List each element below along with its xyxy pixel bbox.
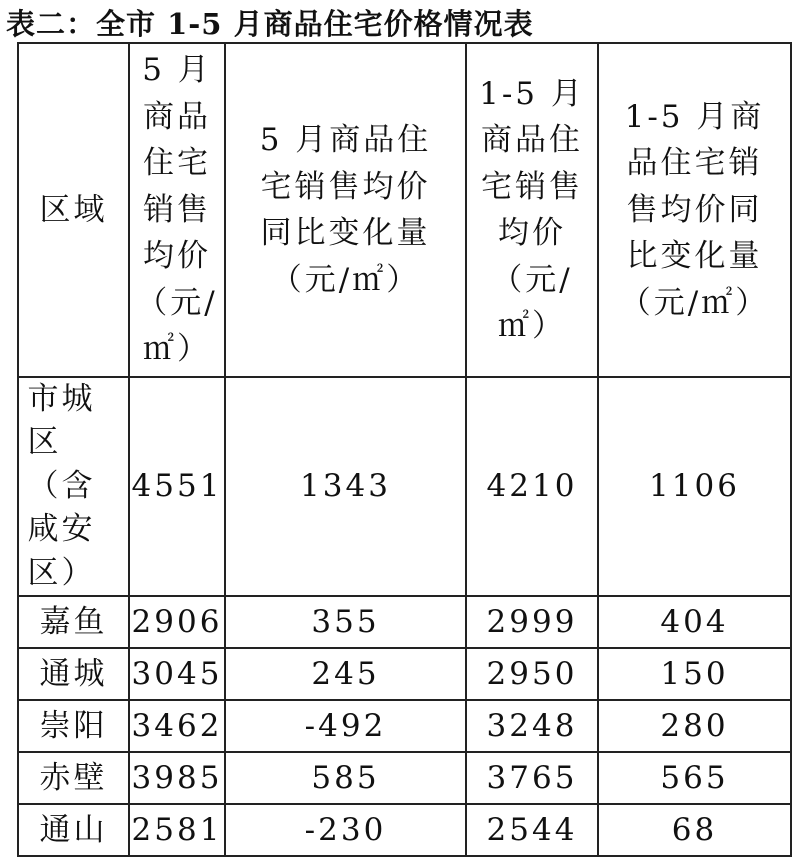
cell-region: 嘉鱼 [18,596,129,648]
cell-may-yoy-change: 1343 [225,377,466,596]
header-may-yoy-change: 5 月商品住宅销售均价同比变化量（元/㎡） [225,43,466,377]
cell-may-yoy-change: 585 [225,752,466,804]
table-row [18,804,791,856]
price-table [17,42,792,857]
table-row [18,700,791,752]
header-region: 区域 [18,43,129,377]
table-row [18,752,791,804]
cell-jan-may-yoy-change: 280 [598,700,791,752]
table-row [18,648,791,700]
table-row [18,596,791,648]
header-may-avg-price: 5 月商品住宅销售均价（元/㎡） [129,43,225,377]
cell-may-avg-price: 3462 [129,700,225,752]
table-header-row [18,43,791,377]
table-caption: 表二：全市 1-5 月商品住宅价格情况表 [6,7,534,41]
cell-region: 通城 [18,648,129,700]
cell-jan-may-avg-price: 2999 [466,596,598,648]
table-row [18,377,791,596]
cell-jan-may-yoy-change: 68 [598,804,791,856]
cell-region: 崇阳 [18,700,129,752]
cell-jan-may-avg-price: 2544 [466,804,598,856]
cell-region: 市城区（含咸安区） [18,377,129,596]
header-jan-may-avg-price: 1-5 月商品住宅销售均价（元/㎡） [466,43,598,377]
cell-may-avg-price: 4551 [129,377,225,596]
cell-may-yoy-change: -492 [225,700,466,752]
cell-region: 赤壁 [18,752,129,804]
cell-jan-may-yoy-change: 150 [598,648,791,700]
cell-may-avg-price: 3045 [129,648,225,700]
cell-jan-may-yoy-change: 1106 [598,377,791,596]
cell-jan-may-avg-price: 3248 [466,700,598,752]
cell-may-avg-price: 2581 [129,804,225,856]
cell-jan-may-yoy-change: 404 [598,596,791,648]
cell-may-yoy-change: 355 [225,596,466,648]
header-jan-may-yoy-change: 1-5 月商品住宅销售均价同比变化量（元/㎡） [598,43,791,377]
cell-may-avg-price: 2906 [129,596,225,648]
cell-region: 通山 [18,804,129,856]
cell-may-yoy-change: -230 [225,804,466,856]
cell-jan-may-avg-price: 2950 [466,648,598,700]
cell-jan-may-avg-price: 4210 [466,377,598,596]
cell-may-avg-price: 3985 [129,752,225,804]
cell-jan-may-avg-price: 3765 [466,752,598,804]
cell-jan-may-yoy-change: 565 [598,752,791,804]
cell-may-yoy-change: 245 [225,648,466,700]
